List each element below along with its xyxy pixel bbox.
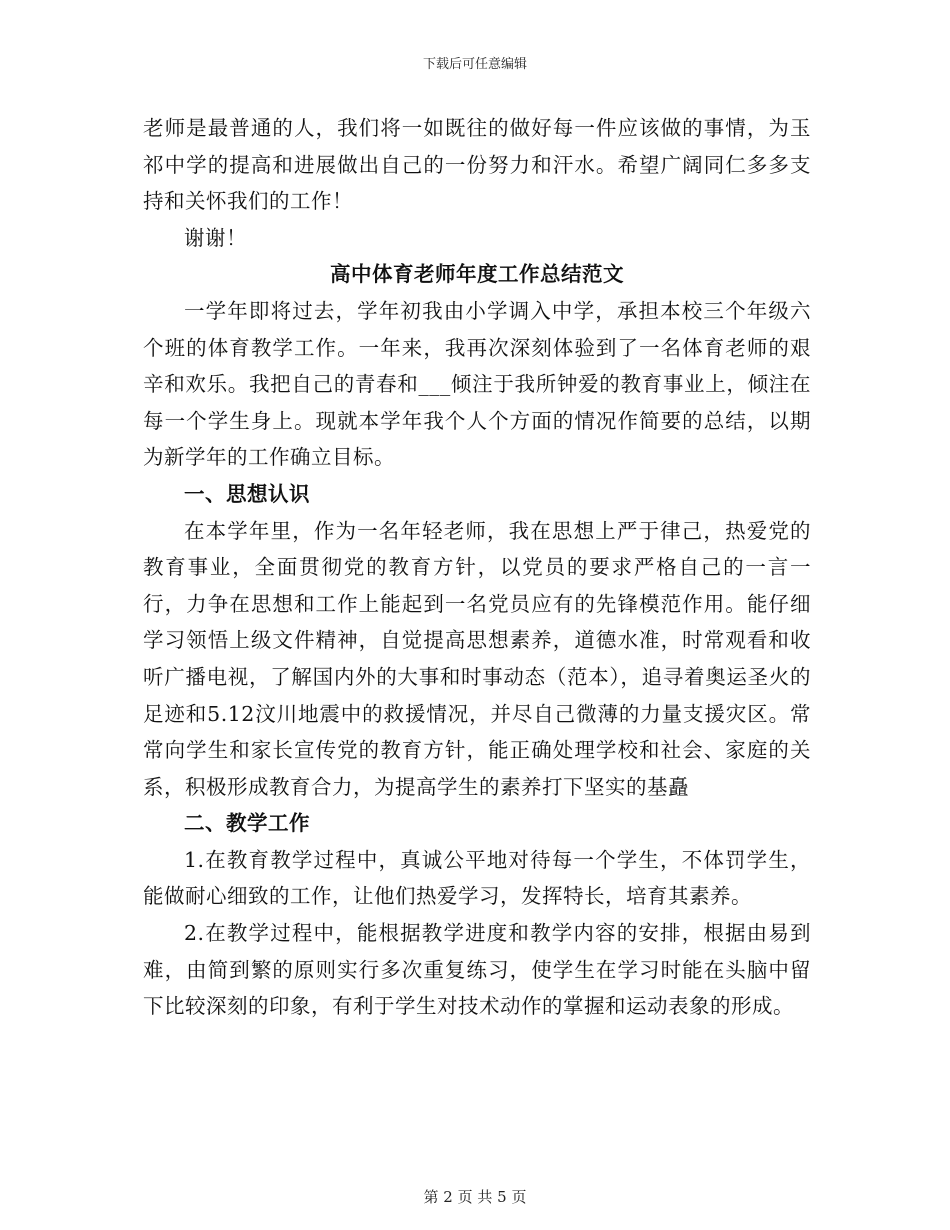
document-title: 高中体育老师年度工作总结范文 bbox=[330, 262, 624, 287]
paragraph: 谢谢！ bbox=[184, 225, 247, 250]
document-body bbox=[143, 110, 811, 1025]
paragraph: 1.在教育教学过程中，真诚公平地对待每一个学生，不体罚学生，能做耐心细致的工作，让他们热爱学习，发挥特长，培育其素养。 bbox=[143, 847, 811, 909]
paragraph: 在本学年里，作为一名年轻老师，我在思想上严于律己，热爱党的教育事业，全面贯彻党的教育方针，以党员的要求严格自己的一言一行，力争在思想和工作上能起到一名党员应有的先锋模范作用。能仔细学习领悟上级文件精神，自觉提高思想素养，道德水准，时常观看和收听广播电视，了解国内外的大事和时事动态（范本），追寻着奥运圣火的足迹和5.12汶川地震中的救援情况，并尽自己微薄的力量支援灾区。常常向学生和家长宣传党的教育方针，能正确处理学校和社会、家庭的关系，积极形成教育合力，为提高学生的素养打下坚实的基矗 bbox=[143, 518, 811, 799]
page-footer: 第 2 页 共 5 页 bbox=[423, 1188, 527, 1206]
section-heading: 二、教学工作 bbox=[184, 811, 310, 836]
paragraph: 一学年即将过去，学年初我由小学调入中学，承担本校三个年级六个班的体育教学工作。一年来，我再次深刻体验到了一名体育老师的艰辛和欢乐。我把自己的青春和___倾注于我所钟爱的教育事业上，倾注在每一个学生身上。现就本学年我个人个方面的情况作简要的总结，以期为新学年的工作确立目标。 bbox=[143, 298, 811, 470]
paragraph: 2.在教学过程中，能根据教学进度和教学内容的安排，根据由易到难，由简到繁的原则实行多次重复练习，使学生在学习时能在头脑中留下比较深刻的印象，有利于学生对技术动作的掌握和运动表象的形成。 bbox=[143, 921, 811, 1019]
paragraph: 老师是最普通的人，我们将一如既往的做好每一件应该做的事情，为玉祁中学的提高和进展做出自己的一份努力和汗水。希望广阔同仁多多支持和关怀我们的工作！ bbox=[143, 116, 811, 214]
page-header: 下载后可任意编辑 bbox=[422, 57, 527, 72]
section-heading: 一、思想认识 bbox=[184, 481, 310, 506]
